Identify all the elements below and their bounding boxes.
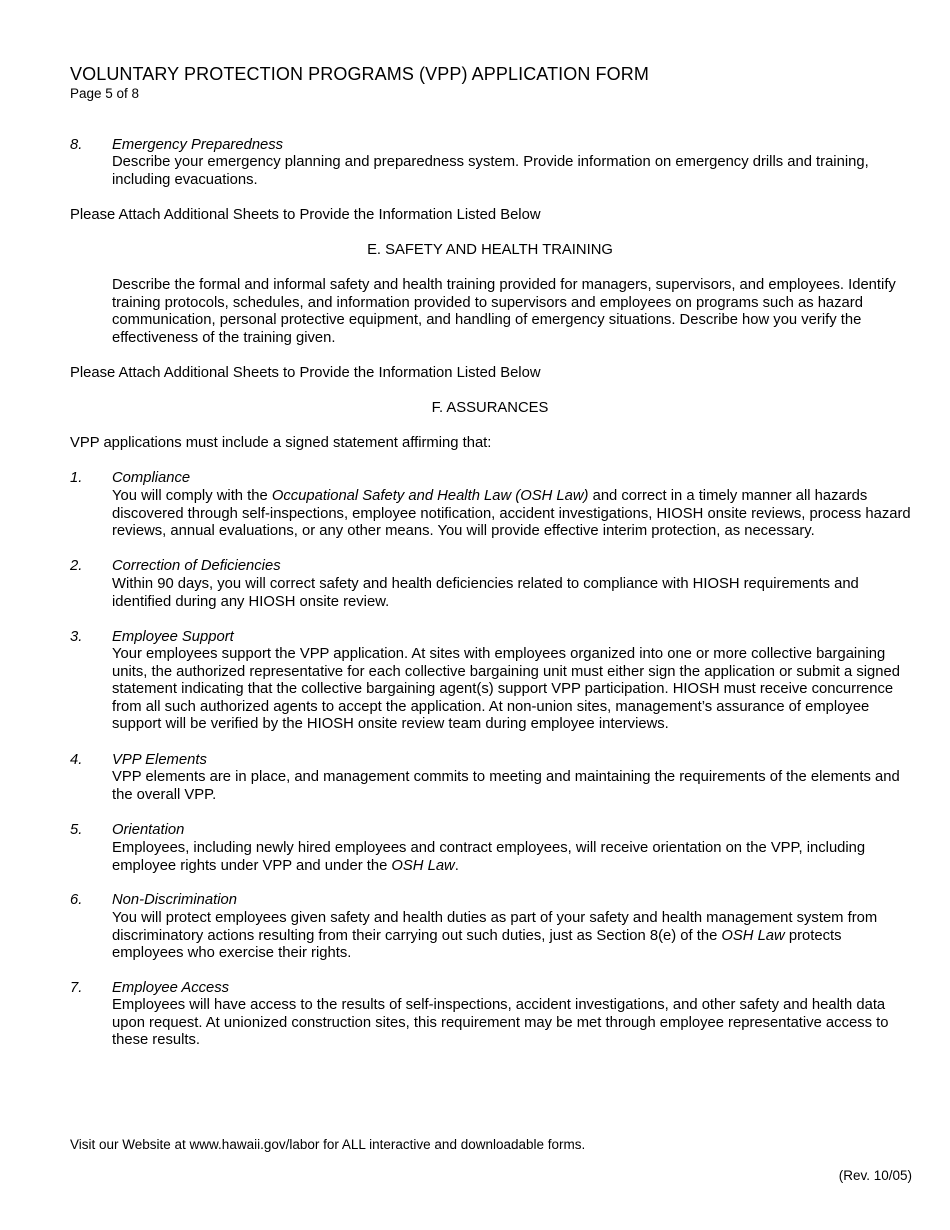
item-4-number: 4. — [70, 752, 83, 768]
section-8-number: 8. — [70, 137, 83, 153]
section-8-text: Describe your emergency planning and preparedness system. Provide information on emergency drills and training, including evacuations. — [112, 154, 869, 188]
item-5-text-post: . — [454, 857, 459, 874]
item-5-law-name: OSH Law — [391, 857, 455, 874]
revision-label: (Rev. 10/05) — [838, 1168, 912, 1183]
item-6-heading: Non-Discrimination — [112, 892, 237, 908]
item-7-text: Employees will have access to the results of self-inspections, accident investigations, and other safety and health data upon request. At unionized construction sites, this requirement may be met through employee representative access to these results. — [112, 997, 889, 1048]
item-4-heading: VPP Elements — [112, 752, 207, 768]
section-e-heading: E. SAFETY AND HEALTH TRAINING — [367, 242, 613, 258]
item-3-text: Your employees support the VPP application. At sites with employees organized into one or more collective bargaining units, the authorized representative for each collective bargaining unit must either sign the application or submit a signed statement indicating that the collective bargaining agent(s) support VPP participation. HIOSH must receive concurrence from all such authorized agents to accept the application. At non-union sites, management’s assurance of employee support will be verified by the HIOSH onsite review team during employee interviews. — [112, 646, 900, 732]
page-number: Page 5 of 8 — [70, 86, 140, 101]
item-6-text-post: protects employees who exercise their rights. — [112, 927, 842, 961]
attach-note-2: Please Attach Additional Sheets to Provide the Information Listed Below — [70, 365, 541, 381]
item-5-text — [112, 840, 912, 875]
item-5-text-pre: Employees, including newly hired employees and contract employees, will receive orientation on the VPP, including employee rights under VPP and under the — [112, 840, 866, 874]
item-5-number: 5. — [70, 822, 83, 838]
item-2-heading: Correction of Deficiencies — [112, 558, 281, 574]
item-5-heading: Orientation — [112, 822, 185, 838]
item-1-text — [112, 488, 912, 541]
section-f-heading: F. ASSURANCES — [431, 400, 549, 416]
item-1-law-name: Occupational Safety and Health Law (OSH Law) — [271, 488, 589, 504]
section-e-text: Describe the formal and informal safety and health training provided for managers, supervisors, and employees. Identify training protocols, schedules, and information provided to supervisors and employees on programs such as hazard communication, personal protective equipment, and handling of emergency situations. Describe how you verify the effectiveness of the training given. — [112, 277, 896, 346]
section-f-intro: VPP applications must include a signed statement affirming that: — [70, 435, 492, 451]
item-2-text: Within 90 days, you will correct safety and health deficiencies related to compliance with HIOSH requirements and identified during any HIOSH onsite review. — [112, 576, 859, 610]
website-footer: Visit our Website at www.hawaii.gov/labor for ALL interactive and downloadable forms. — [70, 1137, 586, 1152]
item-7-heading: Employee Access — [112, 980, 230, 996]
item-2-number: 2. — [70, 558, 83, 574]
item-6-law-name: OSH Law — [721, 927, 785, 944]
item-1-number: 1. — [70, 470, 83, 486]
item-4-text: VPP elements are in place, and management commits to meeting and maintaining the requirements of the elements and the overall VPP. — [112, 769, 900, 803]
form-title: VOLUNTARY PROTECTION PROGRAMS (VPP) APPLICATION FORM — [70, 64, 649, 84]
item-1-text-pre: You will comply with the — [112, 488, 272, 504]
item-1-heading: Compliance — [112, 470, 191, 486]
section-8-heading: Emergency Preparedness — [112, 137, 284, 153]
item-6-number: 6. — [70, 892, 83, 908]
attach-note-1: Please Attach Additional Sheets to Provide the Information Listed Below — [70, 207, 541, 223]
item-1-text-post: and correct in a timely manner all hazards discovered through self-inspections, employee notification, accident investigations, HIOSH onsite reviews, process hazard reviews, annual evaluations, or any other means. You will provide effective interim protection, as necessary. — [112, 488, 911, 539]
item-3-heading: Employee Support — [112, 629, 234, 645]
item-6-text — [112, 910, 912, 963]
item-6-text-pre: You will protect employees given safety and health duties as part of your safety and health management system from discriminatory actions resulting from their carrying out such duties, just as Section 8(e) of the — [112, 910, 878, 944]
item-7-number: 7. — [70, 980, 83, 996]
item-3-number: 3. — [70, 629, 83, 645]
